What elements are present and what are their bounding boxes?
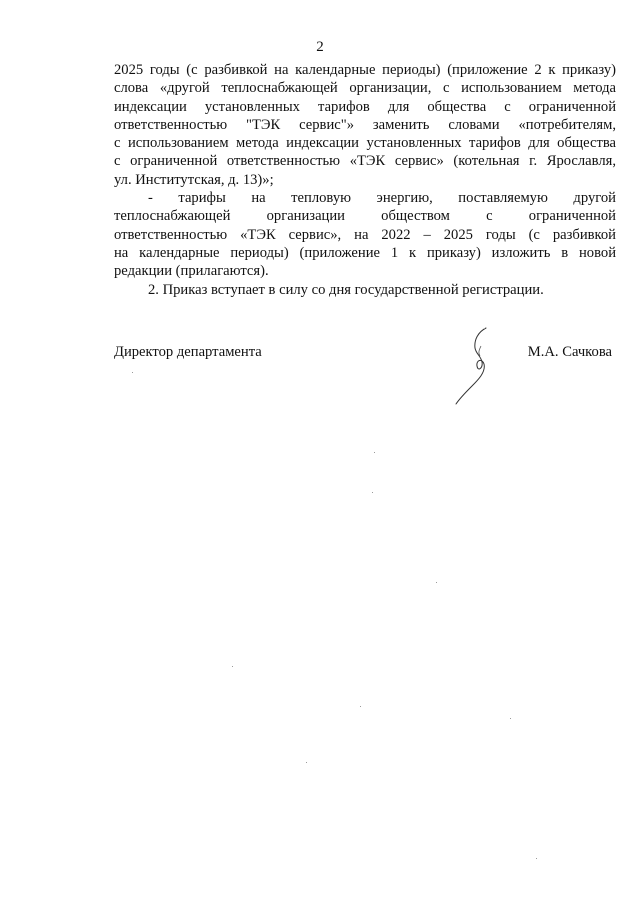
text-line: редакции (прилагаются).: [114, 263, 269, 280]
signature-block: [114, 343, 616, 363]
text-line: с ограниченной ответственностью «ТЭК сервис» (котельная г. Ярославля,: [114, 153, 616, 170]
text-line: 2. Приказ вступает в силу со дня государственной регистрации.: [148, 281, 544, 298]
scan-speck: [484, 328, 485, 329]
scan-speck: [510, 718, 511, 719]
signatory-title: Директор департамента: [114, 344, 262, 360]
scan-speck: [536, 858, 537, 859]
paragraph-tariffs-item: [114, 189, 616, 280]
text-line: 2025 годы (с разбивкой на календарные периоды) (приложение 2 к приказу): [114, 62, 616, 78]
text-line: индексации установленных тарифов для общества с ограниченной: [114, 98, 616, 115]
text-line: слова «другой теплоснабжающей организации, с использованием метода: [114, 80, 616, 97]
page-number: 2: [316, 39, 324, 55]
paragraph-continuation: [114, 61, 616, 189]
scan-speck: [132, 372, 133, 373]
text-line: теплоснабжающей организации обществом с ограниченной: [114, 208, 616, 225]
text-line: ул. Институтская, д. 13)»;: [114, 171, 274, 188]
scan-speck: [372, 492, 373, 493]
scan-speck: [436, 582, 437, 583]
text-line: - тарифы на тепловую энергию, поставляемую другой: [148, 190, 616, 207]
text-line: ответственностью "ТЭК сервис"» заменить словами «потребителям,: [114, 116, 616, 133]
text-line: на календарные периоды) (приложение 1 к приказу) изложить в новой: [114, 244, 616, 261]
handwritten-signature: [448, 322, 498, 408]
text-line: ответственностью «ТЭК сервис», на 2022 – 2025 годы (с разбивкой: [114, 226, 616, 243]
signatory-name: М.А. Сачкова: [527, 344, 612, 360]
scan-speck: [360, 706, 361, 707]
scan-speck: [374, 452, 375, 453]
scan-speck: [232, 666, 233, 667]
scan-speck: [306, 762, 307, 763]
paragraph-clause-2: [114, 281, 616, 299]
document-body: [114, 61, 616, 299]
text-line: с использованием метода индексации установленных тарифов для общества: [114, 135, 616, 152]
